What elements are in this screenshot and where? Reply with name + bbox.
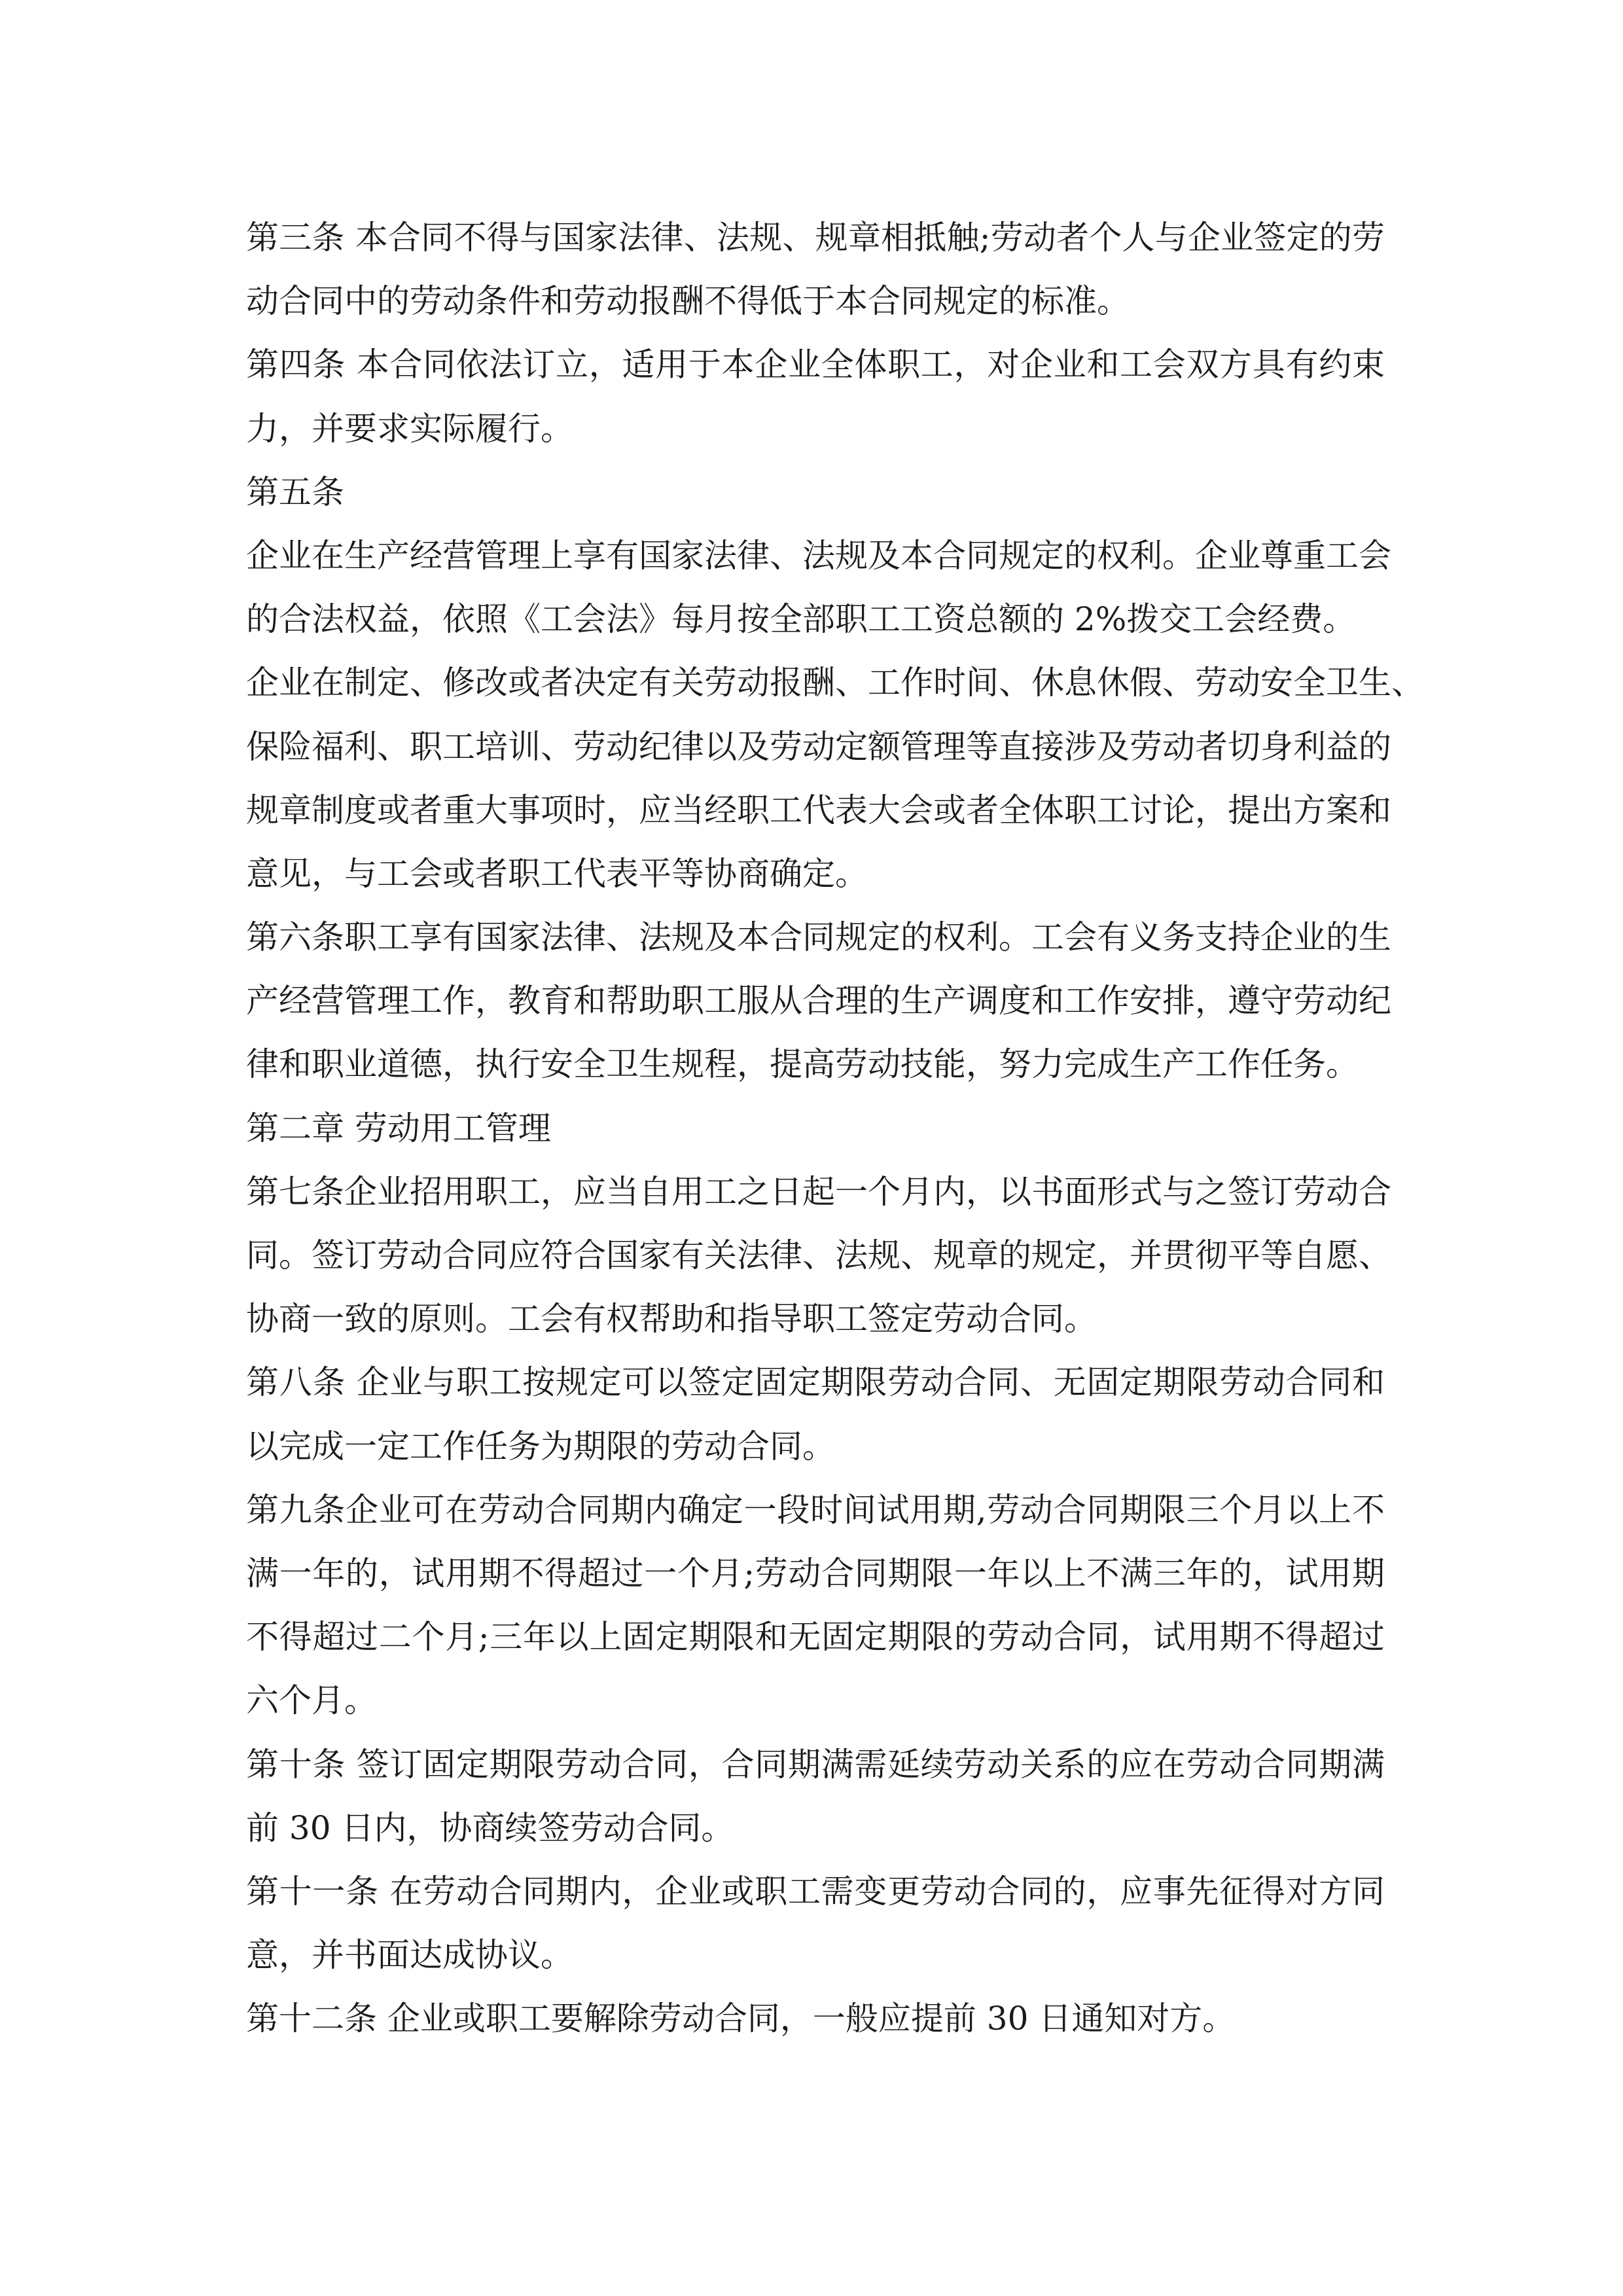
text-line: 协商一致的原则。工会有权帮助和指导职工签定劳动合同。 (246, 1300, 1097, 1338)
text-line: 企业在制定、修改或者决定有关劳动报酬、工作时间、休息休假、劳动安全卫生、 (246, 664, 1424, 702)
text-line: 力，并要求实际履行。 (246, 409, 573, 448)
text-line: 的合法权益，依照《工会法》每月按全部职工工资总额的 2%拨交工会经费。 (246, 600, 1356, 639)
text-line: 保险福利、职工培训、劳动纪律以及劳动定额管理等直接涉及劳动者切身利益的 (246, 727, 1391, 766)
text-line: 第十一条 在劳动合同期内，企业或职工需变更劳动合同的，应事先征得对方同 (246, 1872, 1385, 1910)
text-line: 律和职业道德，执行安全卫生规程，提高劳动技能，努力完成生产工作任务。 (246, 1045, 1359, 1084)
chapter-heading: 第二章 劳动用工管理 (246, 1109, 551, 1147)
text-line: 第三条 本合同不得与国家法律、法规、规章相抵触;劳动者个人与企业签定的劳 (246, 219, 1385, 257)
text-line: 第八条 企业与职工按规定可以签定固定期限劳动合同、无固定期限劳动合同和 (246, 1363, 1385, 1402)
text-line: 第六条职工享有国家法律、法规及本合同规定的权利。工会有义务支持企业的生 (246, 918, 1391, 957)
text-line: 同。签订劳动合同应符合国家有关法律、法规、规章的规定，并贯彻平等自愿、 (246, 1236, 1391, 1274)
text-line: 前 30 日内，协商续签劳动合同。 (246, 1808, 734, 1847)
text-line: 意见，与工会或者职工代表平等协商确定。 (246, 854, 868, 893)
text-line: 产经营管理工作，教育和帮助职工服从合理的生产调度和工作安排，遵守劳动纪 (246, 982, 1391, 1020)
text-line: 六个月。 (246, 1681, 377, 1720)
text-line: 不得超过二个月;三年以上固定期限和无固定期限的劳动合同，试用期不得超过 (246, 1618, 1385, 1657)
text-line: 第十二条 企业或职工要解除劳动合同，一般应提前 30 日通知对方。 (246, 2000, 1236, 2038)
text-line: 第七条企业招用职工，应当自用工之日起一个月内，以书面形式与之签订劳动合 (246, 1172, 1391, 1211)
text-line: 企业在生产经营管理上享有国家法律、法规及本合同规定的权利。企业尊重工会 (246, 536, 1391, 575)
text-line: 动合同中的劳动条件和劳动报酬不得低于本合同规定的标准。 (246, 282, 1130, 321)
text-line: 第四条 本合同依法订立，适用于本企业全体职工，对企业和工会双方具有约束 (246, 346, 1385, 384)
text-line: 以完成一定工作任务为期限的劳动合同。 (246, 1427, 835, 1465)
document-body (246, 206, 1424, 2051)
text-line: 规章制度或者重大事项时，应当经职工代表大会或者全体职工讨论，提出方案和 (246, 791, 1391, 829)
text-line: 意，并书面达成协议。 (246, 1936, 573, 1975)
text-line: 满一年的，试用期不得超过一个月;劳动合同期限一年以上不满三年的，试用期 (246, 1554, 1385, 1592)
text-line: 第十条 签订固定期限劳动合同，合同期满需延续劳动关系的应在劳动合同期满 (246, 1745, 1385, 1784)
text-line: 第九条企业可在劳动合同期内确定一段时间试用期,劳动合同期限三个月以上不 (246, 1490, 1385, 1529)
section-heading: 第五条 (246, 473, 344, 511)
